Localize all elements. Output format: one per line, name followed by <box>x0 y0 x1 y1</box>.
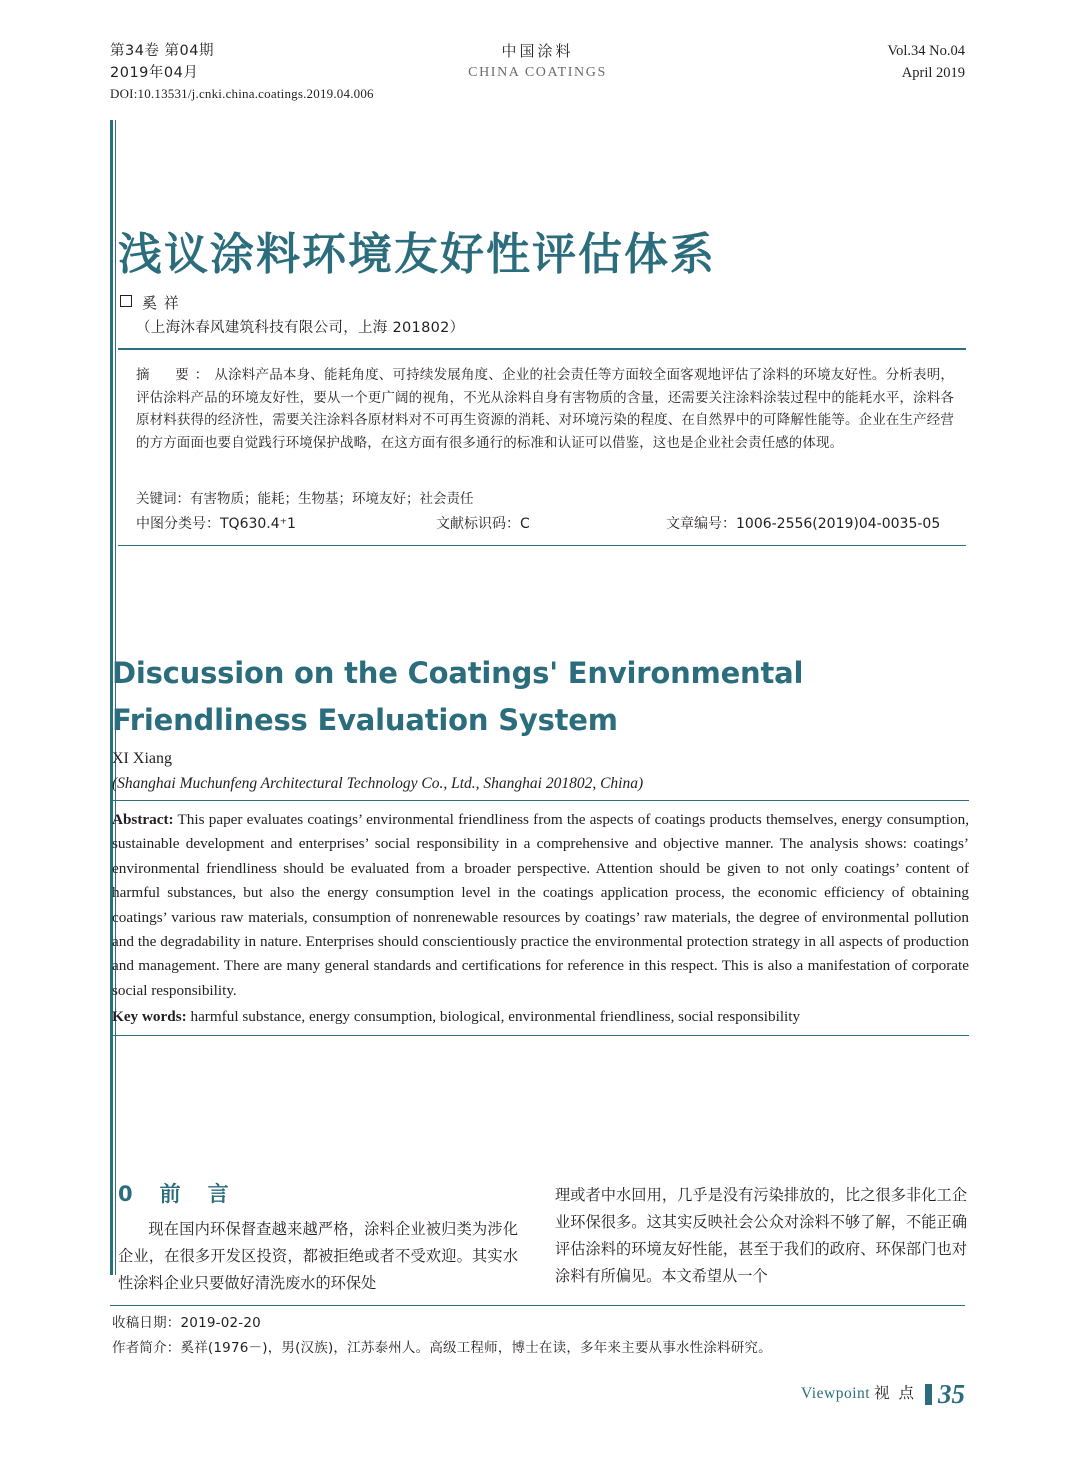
received-date: 收稿日期：2019-02-20 <box>112 1315 261 1331</box>
article-id: 文章编号：1006-2556(2019)04-0035-05 <box>666 516 941 532</box>
footer-section-en: Viewpoint <box>801 1385 871 1402</box>
abstract-cn-label: 摘 要： <box>136 367 215 383</box>
abstract-cn <box>136 364 954 454</box>
section-heading-intro: 0 前 言 <box>118 1182 232 1206</box>
footer-section-cn: 视 点 <box>874 1384 916 1402</box>
affiliation-cn: （上海沐春风建筑科技有限公司，上海 201802） <box>136 320 465 336</box>
en-abstract-divider-bottom <box>112 1035 969 1036</box>
page-header <box>110 40 965 86</box>
abstract-en-text: This paper evaluates coatings’ environmental friendliness from the aspects of coatings products themselves, energy consumption, sustainable development and enterprises’ social responsibility in a comprehensive and objective manner. The analysis shows: coatings’ environmental friendliness should be evaluated from a broader perspective. Attention should be given to not only coatings’ content of harmful substances, but also the energy consumption level in the coatings application process, the economic efficiency of obtaining coatings’ various raw materials, consumption of nonrenewable resources by coatings’ raw materials, the degree of environmental pollution and the degradability in nature. Enterprises should conscientiously practice the environmental protection strategy in all aspects of production and management. There are many general standards and certifications for reference in this respect. This is also a manifestation of corporate social responsibility. <box>112 811 969 999</box>
abstract-divider-top <box>118 348 966 350</box>
abstract-en-label: Abstract: <box>112 811 174 828</box>
body-column-right: 理或者中水回用，几乎是没有污染排放的，比之很多非化工企业环保很多。这其实反映社会公众对涂料不够了解，不能正确评估涂料的环境友好性能，甚至于我们的政府、环保部门也对涂料有所偏见。本文希望从一个 <box>555 1186 967 1285</box>
author-bio: 作者简介：奚祥(1976－)，男(汉族)，江苏泰州人。高级工程师，博士在读，多年来主要从事水性涂料研究。 <box>112 1340 772 1356</box>
header-date-en: April 2019 <box>901 65 965 81</box>
header-volume-en-block <box>888 40 965 84</box>
footnote-divider <box>110 1305 965 1306</box>
header-journal-block <box>110 40 965 84</box>
article-title-cn: 浅议涂料环境友好性评估体系 <box>118 229 716 280</box>
en-abstract-divider-top <box>112 800 969 801</box>
square-bullet-icon <box>120 295 132 307</box>
article-title-en: Discussion on the Coatings' Environmental Friendliness Evaluation System <box>112 656 804 737</box>
page-number: 35 <box>938 1379 965 1409</box>
page-footer <box>801 1379 965 1407</box>
header-date-cn: 2019年04月 <box>110 65 199 81</box>
affiliation-en: (Shanghai Muchunfeng Architectural Technology Co., Ltd., Shanghai 201802, China) <box>112 775 644 792</box>
document-code: 文献标识码：C <box>436 516 530 532</box>
abstract-en <box>112 808 969 1003</box>
keywords-en-label: Key words: <box>112 1008 187 1025</box>
keywords-en <box>112 1005 969 1029</box>
journal-name-en: CHINA COATINGS <box>468 65 607 80</box>
abstract-cn-text: 从涂料产品本身、能耗角度、可持续发展角度、企业的社会责任等方面较全面客观地评估了涂料的环境友好性。分析表明，评估涂料产品的环境友好性，要从一个更广阔的视角，不光从涂料自身有害物质的含量，还需要关注涂料涂装过程中的能耗水平，涂料各原材料获得的经济性，需要关注涂料各原材料对不可再生资源的消耗、对环境污染的程度、在自然界中的可降解性能等。企业在生产经营的方方面面也要自觉践行环境保护战略，在这方面有很多通行的标准和认证可以借鉴，这也是企业社会责任感的体现。 <box>136 367 955 451</box>
abstract-divider-bottom <box>118 545 966 546</box>
doi-text: DOI:10.13531/j.cnki.china.coatings.2019.04.006 <box>110 86 374 101</box>
footer-bar-icon <box>925 1384 932 1405</box>
journal-name-cn: 中国涂料 <box>501 42 574 60</box>
header-volume-cn: 第34卷 第04期 <box>110 43 215 59</box>
author-cn-name: 奚 祥 <box>142 294 180 312</box>
header-volume-en: Vol.34 No.04 <box>887 43 965 59</box>
clc-number: 中图分类号：TQ630.4⁺1 <box>136 516 296 532</box>
keywords-cn: 关键词：有害物质；能耗；生物基；环境友好；社会责任 <box>136 491 474 507</box>
keywords-en-text: harmful substance, energy consumption, biological, environmental friendliness, social responsibility <box>186 1008 801 1025</box>
author-en: XI Xiang <box>112 750 172 767</box>
body-column-left: 现在国内环保督查越来越严格，涂料企业被归类为涉化企业，在很多开发区投资，都被拒绝或者不受欢迎。其实水性涂料企业只要做好清洗废水的环保处 <box>118 1220 518 1292</box>
author-cn <box>120 292 180 313</box>
